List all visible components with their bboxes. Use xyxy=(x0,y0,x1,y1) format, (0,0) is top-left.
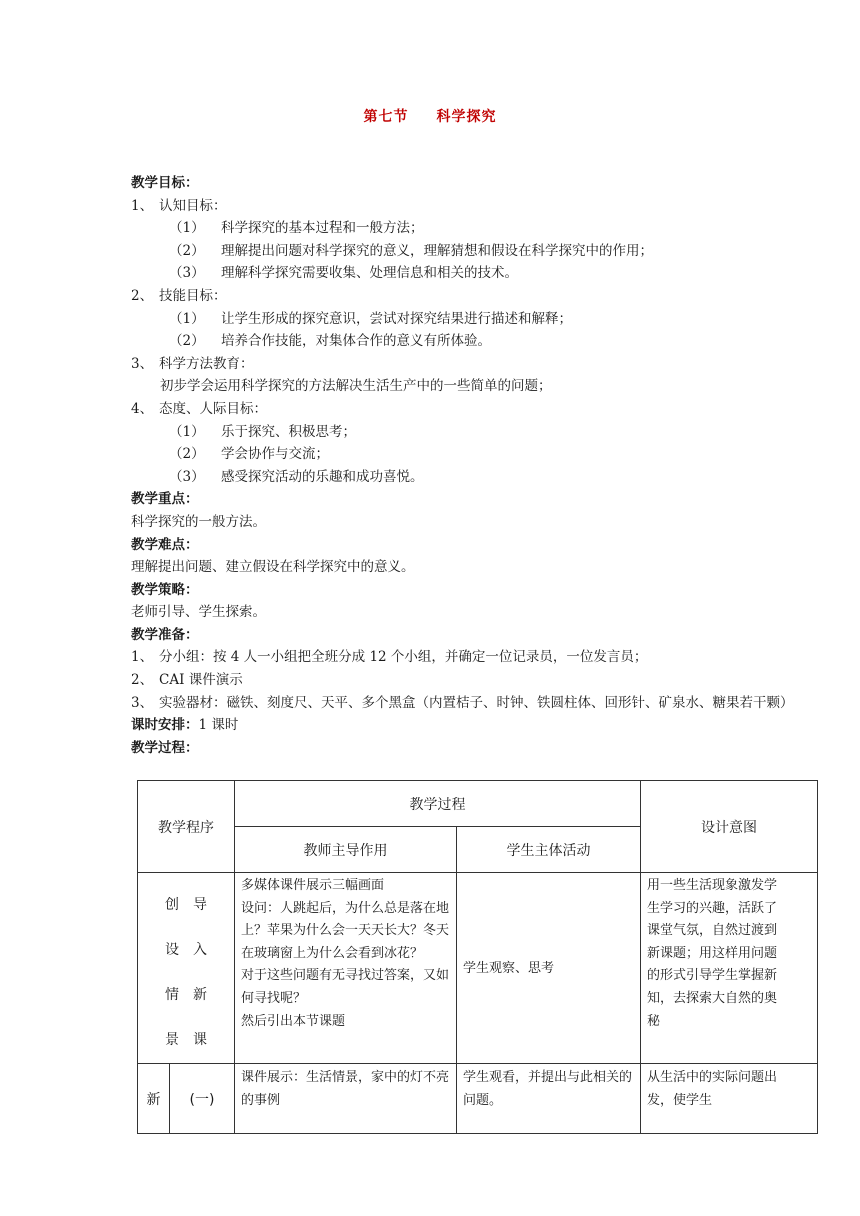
header-process: 教学过程 xyxy=(235,781,641,827)
stage-new: 新 xyxy=(138,1064,170,1134)
student-cell: 学生观看，并提出与此相关的问题。 xyxy=(457,1064,641,1134)
objective-2: 2、 技能目标： xyxy=(131,287,227,304)
preparation-item-3: 3、 实验器材：磁铁、刻度尺、天平、多个黑盒（内置桔子、时钟、铁圆柱体、回形针、矿泉水、糖果若干颗） xyxy=(131,694,794,711)
objective-1: 1、 认知目标： xyxy=(131,197,227,214)
objective-3-text: 初步学会运用科学探究的方法解决生活生产中的一些简单的问题； xyxy=(160,378,552,395)
header-program: 教学程序 xyxy=(138,781,235,873)
objective-1-sub-1: （1） 科学探究的基本过程和一般方法； xyxy=(169,220,424,237)
objective-4: 4、 态度、人际目标： xyxy=(131,400,267,417)
section-number: 第七节 xyxy=(363,109,409,125)
objective-2-sub-1: （1） 让学生形成的探究意识，尝试对探究结果进行描述和解释； xyxy=(169,310,572,327)
page-title xyxy=(0,106,860,126)
design-cell: 用一些生活现象激发学生学习的兴趣，活跃了课堂气氛，自然过渡到新课题；用这样用问题的形式引导学生掌握新知，去探索大自然的奥秘 xyxy=(641,873,818,1064)
preparation-heading: 教学准备： xyxy=(131,626,199,643)
process-heading: 教学过程： xyxy=(131,739,199,756)
difficulty-heading: 教学难点： xyxy=(131,536,199,553)
header-design: 设计意图 xyxy=(641,781,818,873)
objective-1-sub-2: （2） 理解提出问题对科学探究的意义，理解猜想和假设在科学探究中的作用； xyxy=(169,242,653,259)
objective-2-sub-2: （2） 培养合作技能，对集体合作的意义有所体验。 xyxy=(169,333,491,350)
key-point-heading: 教学重点： xyxy=(131,491,199,508)
lesson-plan-body xyxy=(131,172,794,759)
strategy-text: 老师引导、学生探索。 xyxy=(131,604,266,621)
objective-4-sub-3: （3） 感受探究活动的乐趣和成功喜悦。 xyxy=(169,468,424,485)
stage-cell: 创 设 情 景 导 入 新 课 xyxy=(138,873,235,1064)
table-row xyxy=(138,873,818,1064)
stage-part-1: (一) xyxy=(170,1064,235,1134)
objective-4-sub-2: （2） 学会协作与交流； xyxy=(169,446,329,463)
table-row xyxy=(138,1064,818,1134)
section-topic: 科学探究 xyxy=(436,109,497,125)
preparation-item-2: 2、 CAI 课件演示 xyxy=(131,672,243,689)
student-cell: 学生观察、思考 xyxy=(457,873,641,1064)
objectives-heading: 教学目标： xyxy=(131,175,199,191)
process-table xyxy=(137,780,818,1134)
strategy-heading: 教学策略： xyxy=(131,581,199,598)
header-teacher: 教师主导作用 xyxy=(235,827,457,873)
header-student: 学生主体活动 xyxy=(457,827,641,873)
key-point-text: 科学探究的一般方法。 xyxy=(131,513,266,530)
preparation-item-1: 1、 分小组：按 4 人一小组把全班分成 12 个小组，并确定一位记录员，一位发言员； xyxy=(131,649,648,666)
teacher-cell: 多媒体课件展示三幅画面 设问：人跳起后，为什么总是落在地上？苹果为什么会一天天长大？冬天在玻璃窗上为什么会看到冰花？ 对于这些问题有无寻找过答案，又如何寻找呢？ 然后引出本节课题 xyxy=(235,873,457,1064)
objective-1-sub-3: （3） 理解科学探究需要收集、处理信息和相关的技术。 xyxy=(169,265,518,282)
design-cell: 从生活中的实际问题出发，使学生 xyxy=(641,1064,818,1134)
difficulty-text: 理解提出问题、建立假设在科学探究中的意义。 xyxy=(131,559,415,576)
process-table-viewport xyxy=(137,780,778,1108)
objective-3: 3、 科学方法教育： xyxy=(131,355,254,372)
objective-4-sub-1: （1） 乐于探究、积极思考； xyxy=(169,423,356,440)
teacher-cell: 课件展示：生活情景，家中的灯不亮的事例 xyxy=(235,1064,457,1134)
schedule: 课时安排：1 课时 xyxy=(131,717,239,734)
